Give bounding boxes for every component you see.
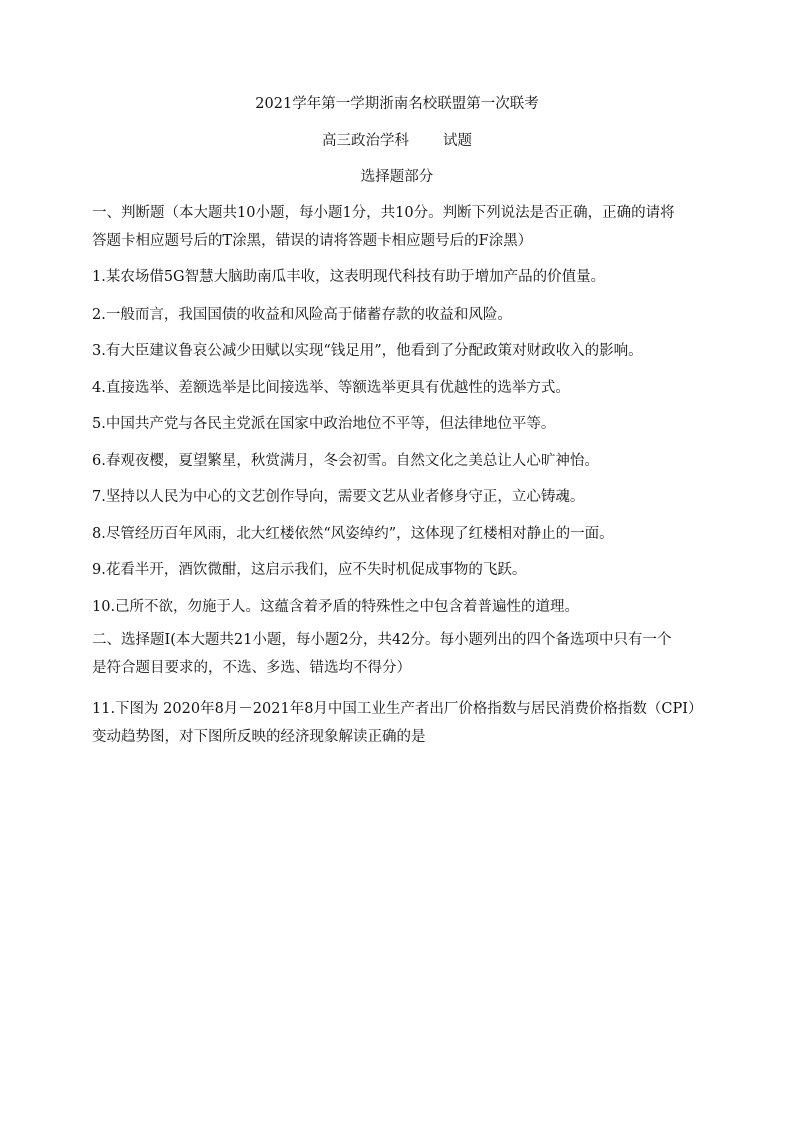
part2-instructions-line2: 是符合题目要求的，不选、多选、错选均不得分） xyxy=(92,660,411,676)
judgment-question-5: 5.中国共产党与各民主党派在国家中政治地位不平等，但法律地位平等。 xyxy=(92,416,556,432)
judgment-question-10: 10.己所不欲，勿施于人。这蕴含着矛盾的特殊性之中包含着普遍性的道理。 xyxy=(92,599,580,615)
judgment-question-4: 4.直接选举、差额选举是比间接选举、等额选举更具有优越性的选举方式。 xyxy=(92,380,570,396)
choice-question-11 xyxy=(92,695,704,751)
exam-subtitle xyxy=(0,131,794,151)
choice-question-11-line1: 11.下图为 2020年8月－2021年8月中国工业生产者出厂价格指数与居民消费价格指数（CPI） xyxy=(92,701,703,717)
part1-instructions-line2: 答题卡相应题号后的T涂黑，错误的请将答题卡相应题号后的F涂黑） xyxy=(92,233,533,249)
part1-instructions xyxy=(92,199,704,255)
part2-instructions xyxy=(92,626,704,682)
judgment-question-2: 2.一般而言，我国国债的收益和风险高于储蓄存款的收益和风险。 xyxy=(92,307,512,323)
paper-type-label: 试题 xyxy=(443,133,472,149)
choice-question-11-line2: 变动趋势图，对下图所反映的经济现象解读正确的是 xyxy=(92,729,426,745)
judgment-question-6: 6.春观夜樱，夏望繁星，秋赏满月，冬会初雪。自然文化之美总让人心旷神怡。 xyxy=(92,453,599,469)
judgment-question-1: 1.某农场借5G智慧大脑助南瓜丰收，这表明现代科技有助于增加产品的价值量。 xyxy=(92,269,606,285)
judgment-question-3: 3.有大臣建议鲁哀公减少田赋以实现“钱足用”，他看到了分配政策对财政收入的影响。 xyxy=(92,343,643,359)
exam-title: 2021学年第一学期浙南名校联盟第一次联考 xyxy=(255,96,539,112)
section-heading: 选择题部分 xyxy=(360,169,434,185)
part1-instructions-line1: 一、判断题（本大题共10小题，每小题1分，共10分。判断下列说法是否正确，正确的请将 xyxy=(92,205,675,221)
judgment-question-7: 7.坚持以人民为中心的文艺创作导向，需要文艺从业者修身守正，立心铸魂。 xyxy=(92,489,585,505)
judgment-question-9: 9.花看半开，酒饮微酣，这启示我们，应不失时机促成事物的飞跃。 xyxy=(92,562,527,578)
part2-instructions-line1: 二、选择题Ⅰ(本大题共21小题，每小题2分，共42分。每小题列出的四个备选项中只有一个 xyxy=(92,632,672,648)
subject-label: 高三政治学科 xyxy=(322,133,409,149)
judgment-question-8: 8.尽管经历百年风雨，北大红楼依然“风姿绰约”，这体现了红楼相对静止的一面。 xyxy=(92,526,614,542)
